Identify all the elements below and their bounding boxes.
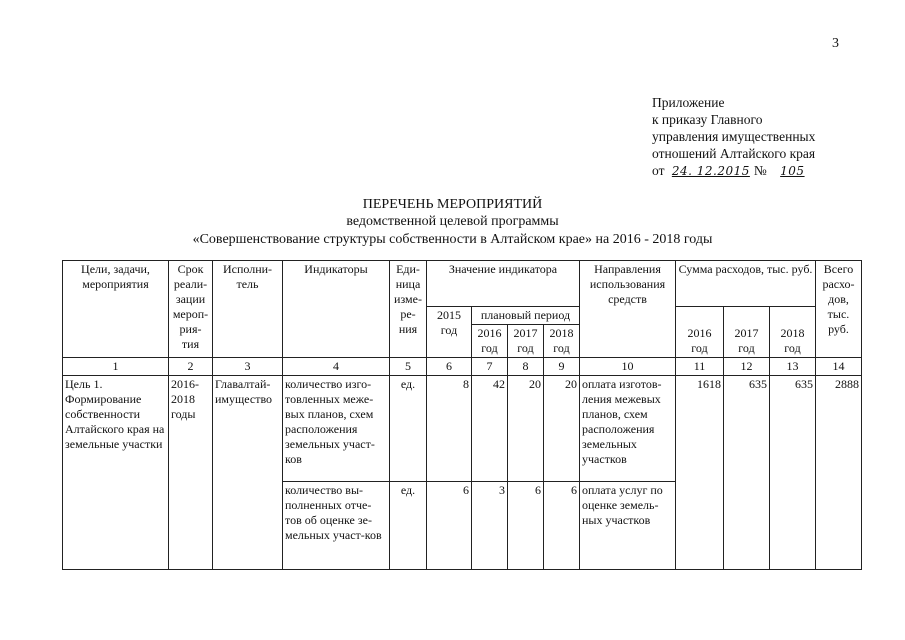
approval-line: к приказу Главного [652, 112, 763, 127]
sum-2017: 635 [724, 376, 770, 570]
header-sum-2017: 2017 год [724, 307, 770, 358]
value-2016: 3 [472, 482, 508, 570]
header-executor: Исполни-тель [213, 261, 283, 358]
indicator-unit: ед. [390, 482, 427, 570]
direction-text: оплата услуг по оценке земель-ных участков [580, 482, 676, 570]
column-number: 12 [724, 358, 770, 376]
handwritten-date: 24. 12.2015 [671, 164, 750, 178]
header-sum-2016: 2016 год [676, 307, 724, 358]
header-goals: Цели, задачи, мероприятия [63, 261, 169, 358]
header-term: Срок реали-зации мероп-рия-тия [169, 261, 213, 358]
sum-2018: 635 [770, 376, 816, 570]
measures-table [62, 260, 862, 570]
header-direction: Направления использования средств [580, 261, 676, 358]
header-planned-period: плановый период [472, 307, 580, 325]
value-2017: 6 [508, 482, 544, 570]
column-number: 5 [390, 358, 427, 376]
goal-term: 2016-2018 годы [169, 376, 213, 570]
header-year-2015: 2015 год [427, 307, 472, 358]
header-sum: Сумма расходов, тыс. руб. [676, 261, 816, 307]
header-unit: Еди-ница изме-ре-ния [390, 261, 427, 358]
column-number: 14 [816, 358, 862, 376]
sum-total: 2888 [816, 376, 862, 570]
goal-executor: Главалтай-имущество [213, 376, 283, 570]
column-number: 10 [580, 358, 676, 376]
header-year-2018: 2018 год [544, 325, 580, 358]
header-indicator-value: Значение индикатора [427, 261, 580, 307]
header-sum-2018: 2018 год [770, 307, 816, 358]
value-2017: 20 [508, 376, 544, 482]
value-2018: 6 [544, 482, 580, 570]
goal-name: Цель 1. Формирование собственности Алтайского края на земельные участки [63, 376, 169, 570]
value-2015: 6 [427, 482, 472, 570]
from-label: от [652, 163, 665, 178]
approval-line: управления имущественных [652, 129, 816, 144]
column-number: 4 [283, 358, 390, 376]
column-number: 11 [676, 358, 724, 376]
value-2018: 20 [544, 376, 580, 482]
indicator-unit: ед. [390, 376, 427, 482]
header-indicators: Индикаторы [283, 261, 390, 358]
column-number: 8 [508, 358, 544, 376]
value-2016: 42 [472, 376, 508, 482]
title-line-3: «Совершенствование структуры собственности в Алтайском крае» на 2016 - 2018 годы [192, 232, 713, 247]
column-number: 2 [169, 358, 213, 376]
header-total: Всего расхо-дов, тыс. руб. [816, 261, 862, 358]
column-number-row [63, 358, 862, 376]
approval-line: отношений Алтайского края [652, 146, 816, 161]
column-number: 6 [427, 358, 472, 376]
indicator-text: количество изго-товленных меже-вых планов, схем расположения земельных участ-ков [283, 376, 390, 482]
document-subtitle [0, 213, 905, 249]
sum-2016: 1618 [676, 376, 724, 570]
table-row [63, 376, 862, 482]
column-number: 13 [770, 358, 816, 376]
value-2015: 8 [427, 376, 472, 482]
title-line-1: ПЕРЕЧЕНЬ МЕРОПРИЯТИЙ [362, 197, 543, 212]
column-number: 3 [213, 358, 283, 376]
page-number: 3 [832, 36, 839, 51]
header-year-2016: 2016 год [472, 325, 508, 358]
column-number: 9 [544, 358, 580, 376]
document-title [0, 196, 905, 214]
header-year-2017: 2017 год [508, 325, 544, 358]
column-number: 7 [472, 358, 508, 376]
indicator-text: количество вы-полненных отче-тов об оценке зе-мельных участ-ков [283, 482, 390, 570]
approval-date-line [652, 162, 892, 180]
title-line-2: ведомственной целевой программы [346, 214, 559, 229]
column-number: 1 [63, 358, 169, 376]
direction-text: оплата изготов-ления межевых планов, схем расположения земельных участков [580, 376, 676, 482]
approval-line: Приложение [652, 95, 725, 110]
number-label: № [753, 163, 767, 178]
handwritten-number: 105 [780, 164, 805, 178]
approval-block [652, 94, 892, 180]
